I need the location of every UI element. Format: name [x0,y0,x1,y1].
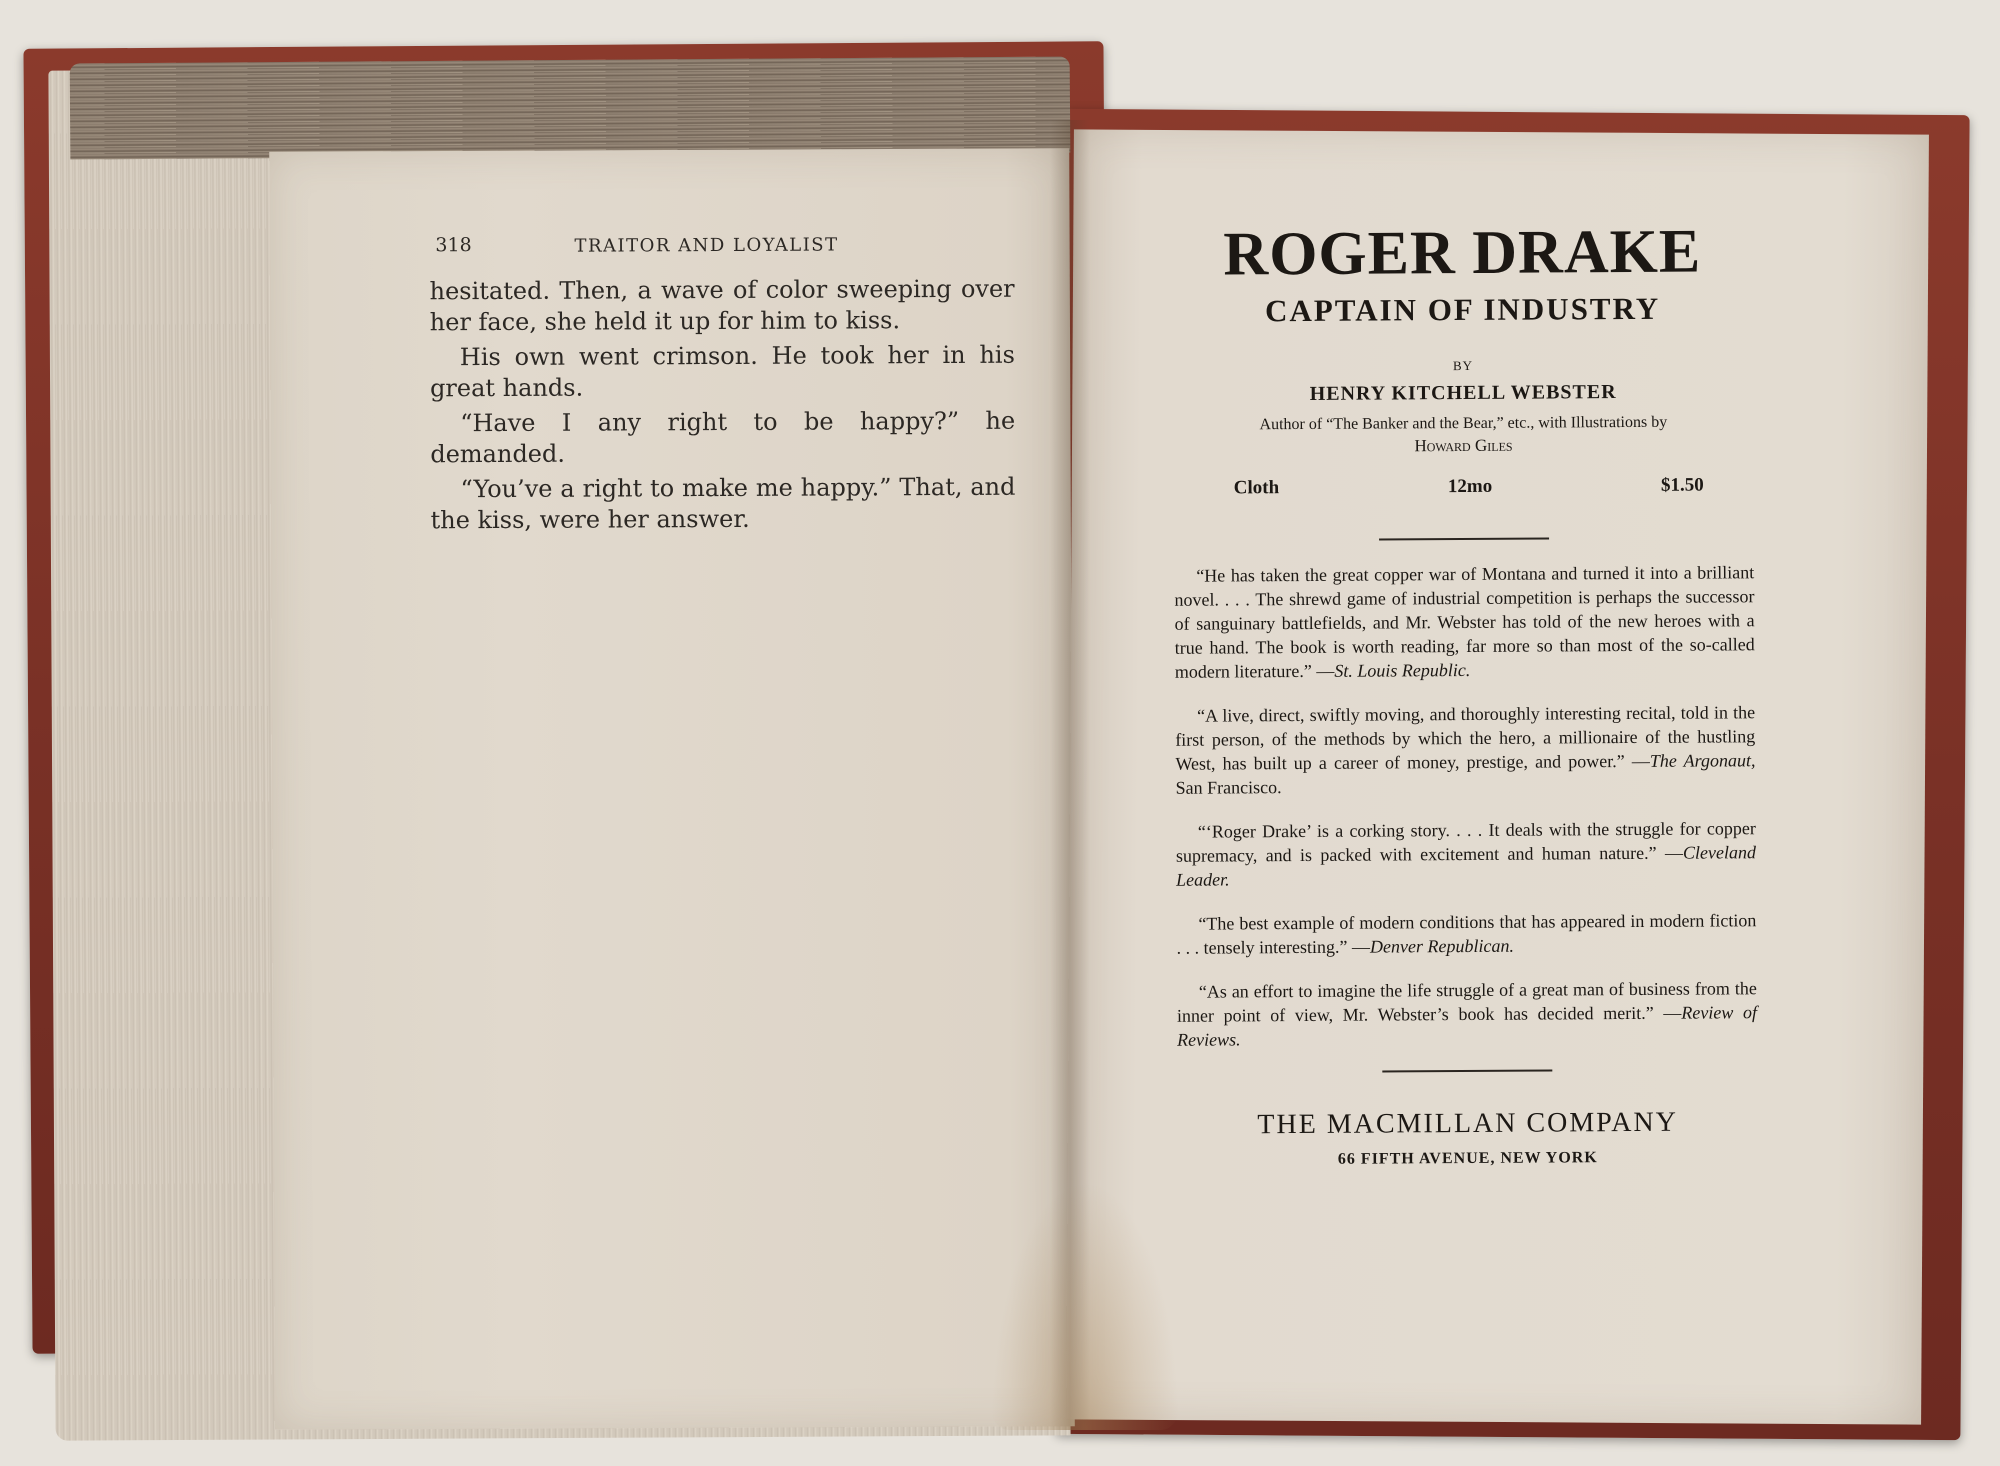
review-source: St. Louis Republic. [1334,659,1471,681]
water-stain [990,1180,1180,1430]
divider [1379,537,1549,540]
illustrator-name: Howard Giles [1414,435,1513,456]
publisher-name: THE MACMILLAN COMPANY [1257,1106,1678,1141]
review [1174,560,1755,684]
book-specs [1234,475,1704,500]
price: $1.50 [1660,474,1704,496]
paragraph: “You’ve a right to make me happy.” That, and the kiss, were her answer. [430,472,1016,535]
author-note [1173,411,1753,460]
review-source: Review of Reviews. [1177,1002,1758,1050]
right-page-text [1172,216,1758,1170]
body-text [430,274,1016,537]
review-text: “A live, direct, swiftly moving, and thoroughly interesting recital, told in the first person, of the methods by which the hero, a millionaire of the hustling West, has built up a career of money, prestige, and power.” — [1175,702,1756,774]
review [1176,908,1756,960]
review [1176,816,1756,892]
book-subtitle: CAPTAIN OF INDUSTRY [1264,290,1661,329]
review-text: “‘Roger Drake’ is a corking story. . . . It deals with the struggle for copper supremacy, and is packed with excitement and human nature.” — [1175,818,1756,866]
page-number: 318 [435,234,472,257]
reviews [1174,560,1757,1052]
author-name: HENRY KITCHELL WEBSTER [1309,381,1617,405]
format: 12mo [1447,475,1493,498]
review [1175,700,1756,800]
page-top-edges [70,57,1071,160]
review-text: “He has taken the great copper war of Montana and turned it into a brilliant novel. . . . The shrewd game of industrial competition is perhaps the successor of sanguinary battlefields, and Mr. Webster has told of the new heroes with a true hand. The book is worth reading, far more so than most of the so-called modern literature.” — [1174,562,1755,682]
divider [1382,1069,1552,1072]
book-title: ROGER DRAKE [1223,217,1702,289]
paragraph: hesitated. Then, a wave of color sweeping over her face, she held it up for him to kiss. [429,274,1015,337]
author-note-text: Author of “The Banker and the Bear,” etc., with Illustrations by [1259,413,1668,434]
review-source: The Argonaut, [1649,750,1756,771]
review [1177,976,1757,1052]
review-source: Denver Republican. [1369,935,1515,957]
review-source: Cleveland Leader. [1176,842,1757,890]
running-title: TRAITOR AND LOYALIST [574,234,839,257]
review-source-location: San Francisco. [1175,777,1282,798]
review-text: “The best example of modern conditions that has appeared in modern fiction . . . tensely interesting.” — [1176,910,1757,958]
by-label: BY [1452,357,1474,374]
binding: Cloth [1233,477,1280,499]
review-text: “As an effort to imagine the life struggle of a great man of business from the inner point of view, Mr. Webster’s book has decided merit.” — [1176,978,1757,1026]
running-head [429,224,1014,267]
paragraph: “Have I any right to be happy?” he demanded. [430,406,1016,469]
left-page-text [429,224,1015,537]
paragraph: His own went crimson. He took her in his great hands. [429,340,1015,403]
publisher-address: 66 FIFTH AVENUE, NEW YORK [1337,1149,1598,1168]
